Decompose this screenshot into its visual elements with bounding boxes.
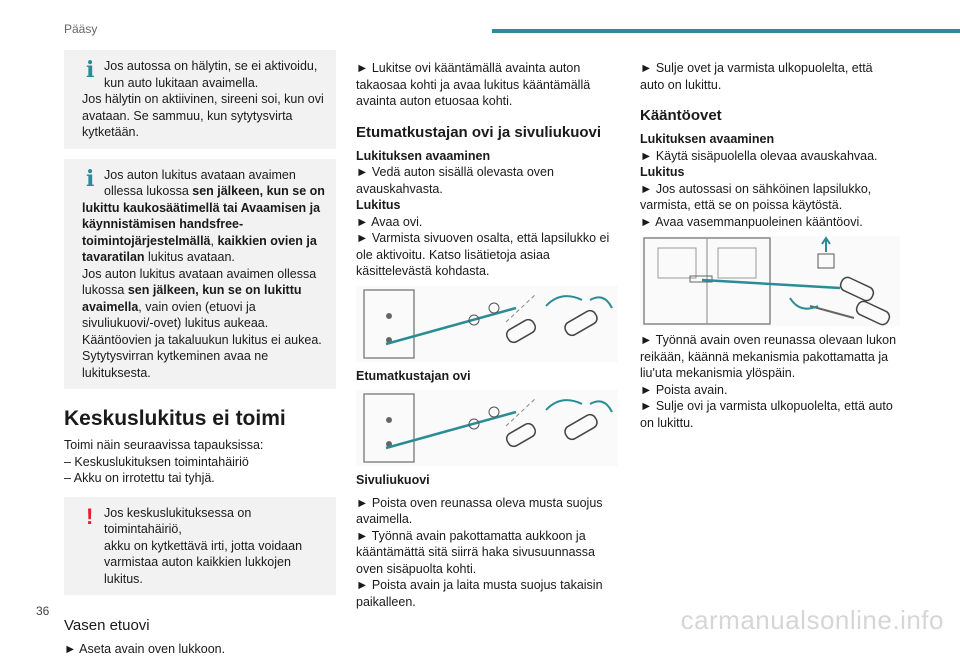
step-text: ► Poista avain. (640, 382, 728, 397)
page-number: 36 (36, 604, 50, 618)
wing-door-illustration (640, 236, 900, 326)
illustration-passenger-door (356, 286, 618, 362)
subsection-heading: Kääntöovet (640, 107, 722, 124)
info-note-unlock (64, 159, 336, 390)
step-text: ► Käytä sisäpuolella olevaa avauskahvaa. (640, 148, 878, 163)
header-accent-bar (492, 29, 960, 33)
step-text: ► Vedä auton sisällä olevasta oven avauskahvasta. (356, 165, 554, 196)
column-left (64, 50, 336, 658)
note-text: Jos keskuslukituksessa on toimintahäiriö, (104, 505, 252, 536)
warning-note (64, 497, 336, 596)
step-text: ► Aseta avain oven lukkoon. (64, 642, 226, 656)
info-icon: i (86, 165, 95, 192)
note-text (82, 266, 326, 382)
list-item: – Akku on irrotettu tai tyhjä. (64, 471, 215, 485)
note-bold: kaikkien ovien ja tavaratilan (82, 233, 317, 264)
note-fragment: lukitus avataan. (144, 250, 235, 264)
note-bold: sen jälkeen, kun se on lukittu avaimella (82, 283, 302, 314)
info-note-alarm (64, 50, 336, 149)
column-middle (356, 60, 618, 610)
subsection-heading: Etumatkustajan ovi ja sivuliukuovi (356, 123, 602, 141)
note-text: Jos auton lukitus avataan avaimen (104, 167, 296, 182)
step-text: ► Poista avain ja laita musta suojus takaisin paikalleen. (356, 578, 603, 609)
section-heading: Keskuslukitus ei toimi (64, 407, 286, 430)
sub-heading: Lukituksen avaaminen (640, 132, 775, 146)
step-text: ► Avaa vasemmanpuoleinen kääntöovi. (640, 214, 863, 229)
note-fragment: , vain ovien (etuovi ja sivuliukuovi/-ovet) lukitus aukeaa. Kääntöovien ja takaluukun lukitus ei aukea. Sytytysvirran kytkeminen avaa ne lukituksesta. (82, 299, 322, 380)
step-text: ► Jos autossasi on sähköinen lapsilukko, varmista, että se on poissa käytöstä. (640, 181, 872, 212)
sub-heading: Lukituksen avaaminen (356, 148, 491, 163)
step-text: ► Työnnä avain pakottamatta aukkoon ja kääntämättä sitä siirrä haka sivusuunnassa oven sisäpuolta kohti. (356, 528, 596, 576)
note-text: Jos autossa on hälytin, se ei aktivoidu, (104, 59, 318, 73)
door-lock-illustration (356, 390, 618, 466)
figure-caption: Sivuliukuovi (356, 473, 430, 487)
sub-heading: Lukitus (356, 198, 401, 212)
illustration-sliding-door (356, 390, 618, 466)
watermark: carmanualsonline.info (680, 605, 944, 635)
step-text: ► Avaa ovi. (356, 214, 423, 229)
warning-icon: ! (86, 503, 94, 529)
subsection-heading: Vasen etuovi (64, 617, 150, 634)
door-lock-illustration (356, 286, 618, 362)
info-icon: i (86, 57, 95, 83)
sub-heading: Lukitus (640, 165, 685, 179)
note-text: Jos hälytin on aktiivinen, sireeni soi, kun ovi avataan. Se sammuu, kun sytytysvirta kytketään. (82, 92, 324, 139)
step-text: ► Poista oven reunassa oleva musta suojus avaimella. (356, 495, 603, 526)
note-text (82, 183, 326, 266)
step-text: ► Sulje ovi ja varmista ulkopuolelta, että auto on lukittu. (640, 399, 893, 430)
note-fragment: , (210, 233, 218, 248)
list-item: – Keskuslukituksen toimintahäiriö (64, 454, 249, 469)
note-text: kun auto lukitaan avaimella. (104, 75, 259, 90)
step-text: ► Lukitse ovi kääntämällä avainta auton takaosaa kohti ja avaa lukitus kääntämällä avainta auton etuosaa kohti. (356, 61, 591, 108)
note-fragment: ollessa lukossa (104, 184, 193, 198)
section-label: Pääsy (64, 22, 98, 36)
note-fragment: Jos auton lukitus avataan avaimen ollessa lukossa (82, 266, 317, 297)
column-right (640, 60, 900, 431)
step-text: ► Varmista sivuoven osalta, että lapsilukko ei ole aktivoitu. Katso lisätietoja asiaa käsittelevästä kohdasta. (356, 231, 610, 278)
body-text: Toimi näin seuraavissa tapauksissa: (64, 438, 264, 452)
illustration-wing-doors (640, 236, 900, 326)
figure-caption: Etumatkustajan ovi (356, 368, 471, 383)
note-text: akku on kytkettävä irti, jotta voidaan varmistaa auton kaikkien lukkojen lukitus. (104, 538, 303, 586)
note-bold: sen jälkeen, kun se on lukittu kaukosäätimellä tai Avaamisen ja käynnistämisen handsfree-toimintojärjestelmällä (82, 184, 325, 248)
step-text: ► Sulje ovet ja varmista ulkopuolelta, että auto on lukittu. (640, 61, 873, 92)
step-text: ► Työnnä avain oven reunassa olevaan lukon reikään, käännä mekanismia pakottamatta ja liu'uta mekanismia ylöspäin. (640, 333, 897, 380)
